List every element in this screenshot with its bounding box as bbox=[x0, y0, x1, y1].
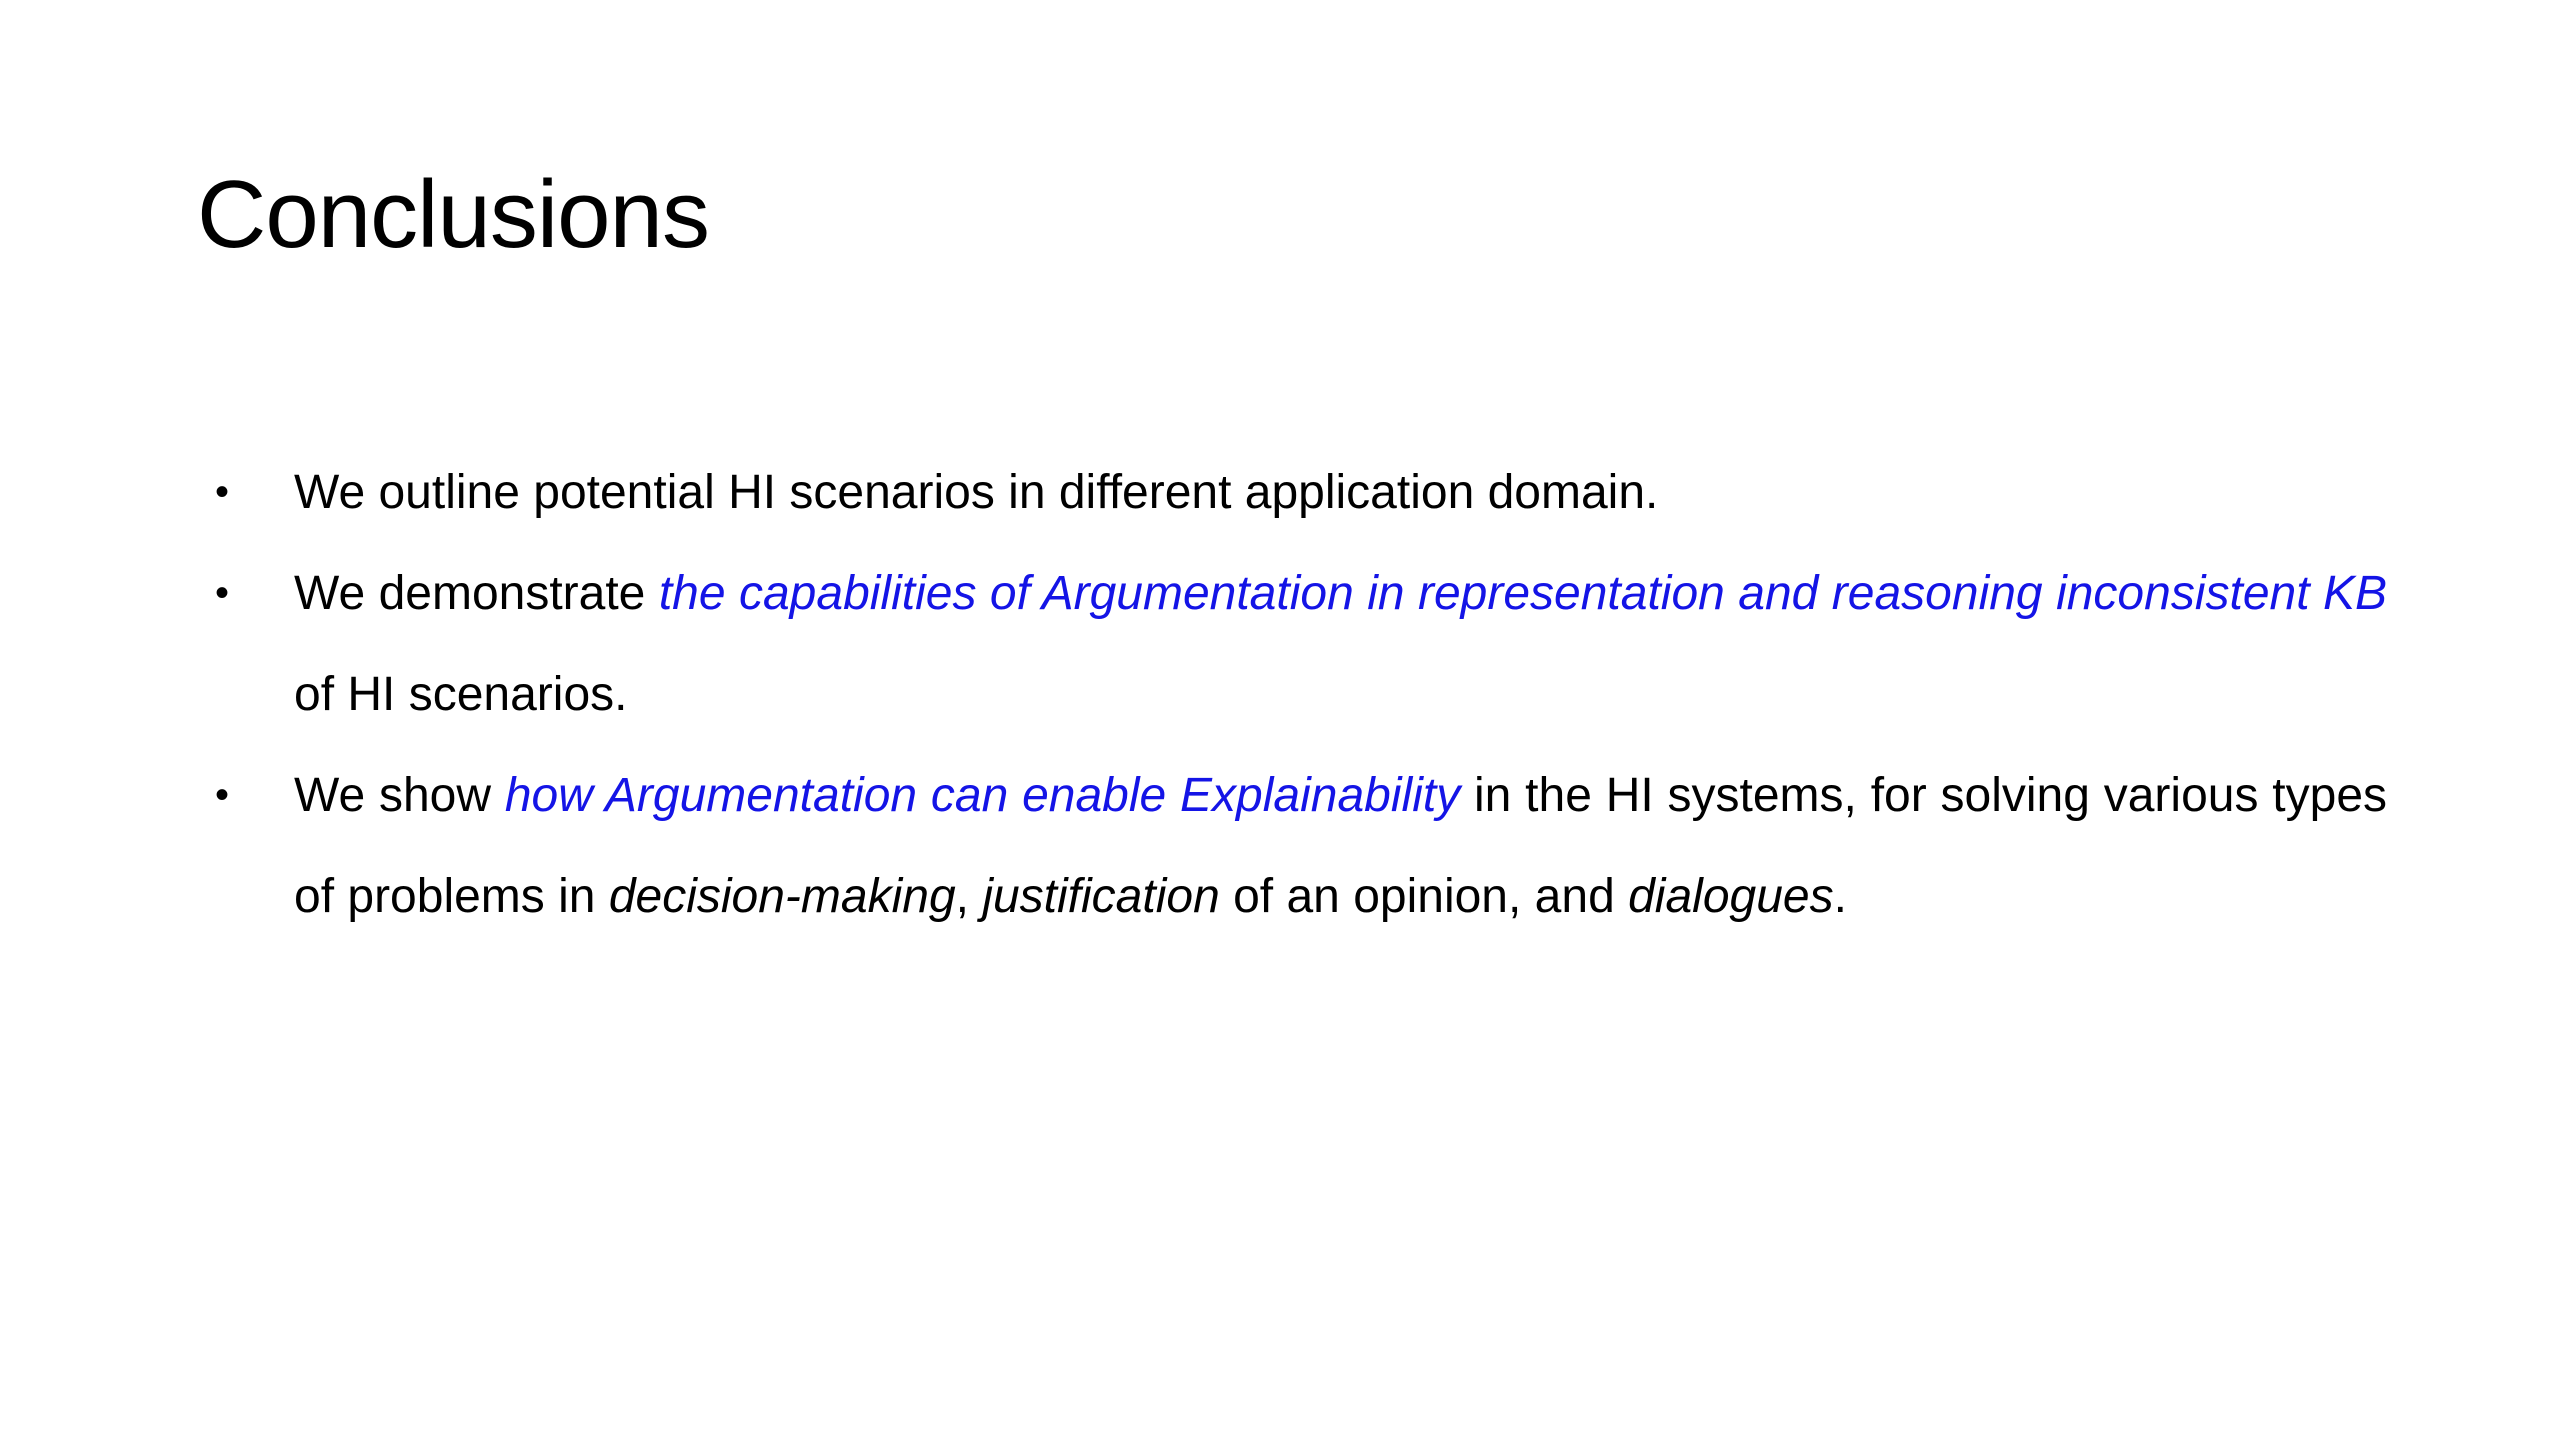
bullet-icon: • bbox=[215, 571, 230, 615]
bullet-text: . bbox=[1833, 870, 1847, 923]
bullet-icon: • bbox=[215, 470, 230, 514]
highlighted-phrase: how Argumentation can enable Explainability bbox=[504, 769, 1461, 822]
bullet-item bbox=[207, 745, 2387, 947]
bullet-text: of an opinion, and bbox=[1219, 870, 1629, 923]
italic-term: justification bbox=[982, 870, 1220, 923]
italic-term: dialogues bbox=[1628, 870, 1834, 923]
bullet-icon: • bbox=[215, 773, 230, 817]
bullet-item bbox=[207, 543, 2387, 745]
bullet-text: of HI scenarios. bbox=[294, 668, 628, 721]
bullet-item bbox=[207, 442, 2387, 543]
bullet-list bbox=[207, 442, 2387, 947]
highlighted-phrase: the capabilities of Argumentation in representation and reasoning inconsistent KB bbox=[658, 567, 2388, 620]
bullet-text: We show bbox=[294, 769, 505, 822]
italic-term: decision-making bbox=[608, 870, 956, 923]
bullet-text: , bbox=[955, 870, 983, 923]
bullet-text: in the HI systems, for solving various types of problems in bbox=[294, 769, 2388, 923]
bullet-text: We demonstrate bbox=[294, 567, 659, 620]
slide-title: Conclusions bbox=[197, 161, 709, 268]
bullet-text: We outline potential HI scenarios in different application domain. bbox=[294, 466, 1659, 519]
